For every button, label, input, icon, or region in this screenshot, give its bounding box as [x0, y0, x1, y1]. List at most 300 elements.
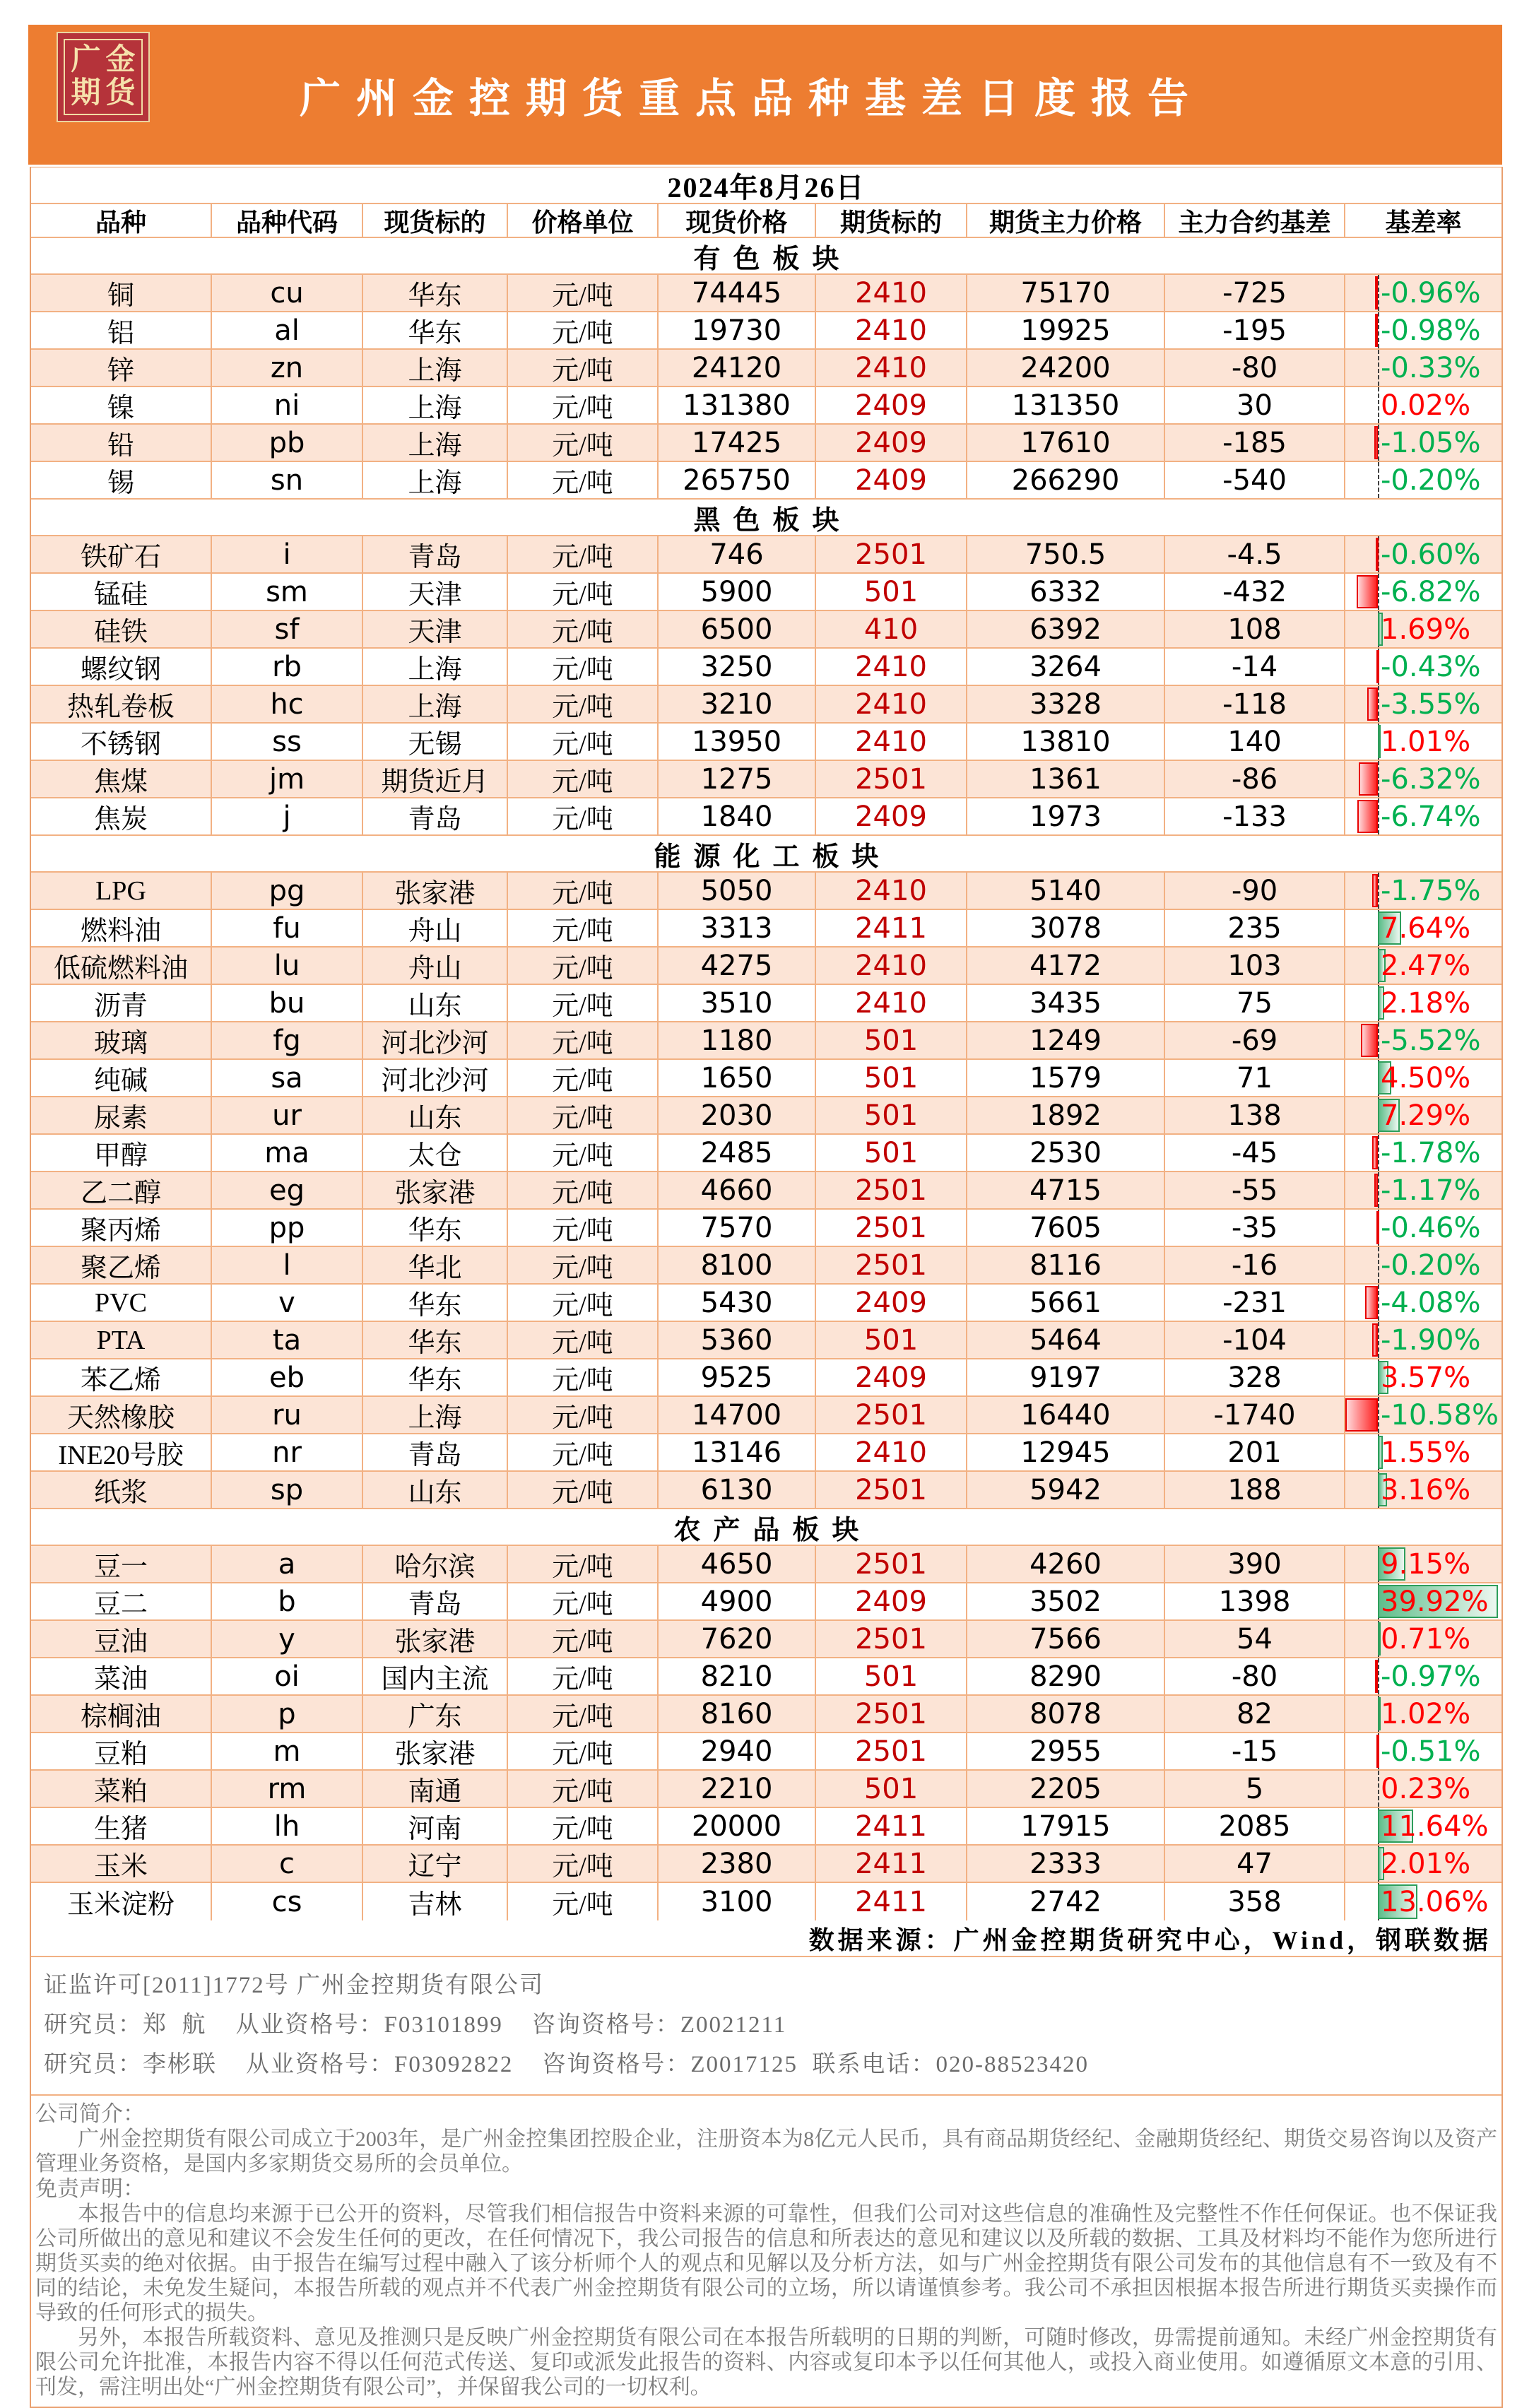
basis-rate-cell [1345, 425, 1501, 461]
company-logo-text [64, 39, 143, 115]
basis-rate-cell [1345, 1322, 1501, 1358]
basis-rate-cell [1345, 1808, 1501, 1844]
basis-rate-cell [1345, 1883, 1501, 1920]
basis-rate-value: -1.75% [1381, 874, 1481, 907]
main-contract-basis: 328 [1165, 1359, 1345, 1395]
variety-name: 热轧卷板 [31, 686, 212, 722]
spot-target: 国内主流 [363, 1658, 508, 1694]
variety-code: i [212, 536, 363, 572]
header-futures-target: 期货标的 [816, 204, 967, 237]
basis-rate-cell [1345, 1658, 1501, 1694]
spot-price: 5900 [659, 574, 816, 610]
table-row-bu [31, 985, 1501, 1022]
futures-main-price: 1892 [967, 1097, 1165, 1133]
futures-main-price: 4260 [967, 1546, 1165, 1582]
futures-main-price: 17915 [967, 1808, 1165, 1844]
variety-name: 锡 [31, 462, 212, 498]
price-unit: 元/吨 [508, 649, 659, 685]
basis-rate-value: -4.08% [1381, 1286, 1481, 1319]
basis-rate-value: -1.17% [1381, 1174, 1481, 1207]
main-contract-basis: 201 [1165, 1434, 1345, 1470]
futures-main-price: 4172 [967, 948, 1165, 984]
futures-contract: 2410 [816, 724, 967, 760]
price-unit: 元/吨 [508, 761, 659, 797]
variety-code: y [212, 1621, 363, 1657]
main-contract-basis: -86 [1165, 761, 1345, 797]
basis-rate-value: 1.01% [1381, 725, 1471, 758]
variety-name: 棕榈油 [31, 1696, 212, 1732]
futures-contract: 501 [816, 574, 967, 610]
basis-rate-value: 13.06% [1381, 1885, 1489, 1918]
basis-rate-cell [1345, 574, 1501, 610]
basis-rate-cell [1345, 1546, 1501, 1582]
table-row-c [31, 1846, 1501, 1883]
footer-credentials [31, 1957, 1501, 2096]
futures-contract: 2411 [816, 1808, 967, 1844]
spot-price: 4275 [659, 948, 816, 984]
basis-rate-cell [1345, 1060, 1501, 1096]
price-unit: 元/吨 [508, 910, 659, 946]
futures-contract: 2501 [816, 1210, 967, 1246]
spot-target: 舟山 [363, 948, 508, 984]
table-row-cu [31, 275, 1501, 312]
negative-data-bar [1375, 276, 1378, 309]
variety-code: fg [212, 1022, 363, 1058]
table-body [31, 238, 1501, 1920]
price-unit: 元/吨 [508, 985, 659, 1021]
variety-name: 纯碱 [31, 1060, 212, 1096]
basis-rate-cell [1345, 536, 1501, 572]
spot-target: 华东 [363, 1285, 508, 1321]
variety-code: sm [212, 574, 363, 610]
variety-name: 铝 [31, 312, 212, 348]
futures-main-price: 6332 [967, 574, 1165, 610]
variety-code: ta [212, 1322, 363, 1358]
futures-main-price: 2742 [967, 1883, 1165, 1920]
spot-price: 4900 [659, 1583, 816, 1619]
variety-name: 尿素 [31, 1097, 212, 1133]
spot-price: 3510 [659, 985, 816, 1021]
variety-code: ma [212, 1135, 363, 1171]
variety-code: cs [212, 1883, 363, 1920]
main-contract-basis: -432 [1165, 574, 1345, 610]
basis-rate-cell [1345, 1696, 1501, 1732]
futures-contract: 2501 [816, 1397, 967, 1433]
variety-name: 沥青 [31, 985, 212, 1021]
variety-name: 菜粕 [31, 1771, 212, 1807]
futures-contract: 2409 [816, 1583, 967, 1619]
header-spot-price: 现货价格 [659, 204, 816, 237]
main-contract-basis: 188 [1165, 1472, 1345, 1508]
price-unit: 元/吨 [508, 1060, 659, 1096]
spot-target: 天津 [363, 574, 508, 610]
variety-name: 螺纹钢 [31, 649, 212, 685]
basis-rate-value: -0.97% [1381, 1660, 1481, 1693]
futures-main-price: 5140 [967, 873, 1165, 909]
spot-price: 20000 [659, 1808, 816, 1844]
table-row-j [31, 798, 1501, 836]
futures-main-price: 12945 [967, 1434, 1165, 1470]
main-contract-basis: -16 [1165, 1247, 1345, 1283]
basis-rate-value: -0.60% [1381, 538, 1481, 571]
basis-rate-cell [1345, 686, 1501, 722]
futures-main-price: 2205 [967, 1771, 1165, 1807]
spot-target: 青岛 [363, 798, 508, 834]
basis-rate-value: -5.52% [1381, 1024, 1481, 1057]
futures-contract: 2501 [816, 1172, 967, 1208]
variety-name: 豆二 [31, 1583, 212, 1619]
table-row-zn [31, 350, 1501, 387]
variety-code: p [212, 1696, 363, 1732]
variety-code: cu [212, 275, 363, 311]
spot-price: 2380 [659, 1846, 816, 1882]
futures-main-price: 3435 [967, 985, 1165, 1021]
basis-rate-value: -10.58% [1381, 1398, 1499, 1432]
variety-name: 硅铁 [31, 611, 212, 647]
variety-name: 甲醇 [31, 1135, 212, 1171]
main-contract-basis: -90 [1165, 873, 1345, 909]
spot-price: 17425 [659, 425, 816, 461]
spot-price: 8160 [659, 1696, 816, 1732]
futures-main-price: 266290 [967, 462, 1165, 498]
spot-price: 3210 [659, 686, 816, 722]
variety-name: 豆粕 [31, 1733, 212, 1769]
variety-code: sp [212, 1472, 363, 1508]
basis-rate-cell [1345, 1397, 1501, 1433]
spot-price: 14700 [659, 1397, 816, 1433]
basis-report-table [30, 167, 1503, 2408]
main-contract-basis: 358 [1165, 1883, 1345, 1920]
section-title-0: 有色板块 [31, 238, 1501, 275]
spot-target: 山东 [363, 1472, 508, 1508]
basis-rate-value: 9.15% [1381, 1547, 1471, 1581]
price-unit: 元/吨 [508, 1397, 659, 1433]
negative-data-bar [1345, 1398, 1378, 1432]
table-row-hc [31, 686, 1501, 724]
futures-contract: 501 [816, 1097, 967, 1133]
variety-code: bu [212, 985, 363, 1021]
price-unit: 元/吨 [508, 1546, 659, 1582]
basis-rate-cell [1345, 910, 1501, 946]
company-logo [57, 32, 150, 122]
variety-code: oi [212, 1658, 363, 1694]
negative-data-bar [1372, 1136, 1378, 1169]
spot-price: 8210 [659, 1658, 816, 1694]
table-row-jm [31, 761, 1501, 798]
basis-rate-value: -0.20% [1381, 464, 1481, 497]
spot-price: 2940 [659, 1733, 816, 1769]
spot-price: 1840 [659, 798, 816, 834]
table-row-pg [31, 873, 1501, 910]
variety-code: pp [212, 1210, 363, 1246]
spot-target: 上海 [363, 350, 508, 386]
price-unit: 元/吨 [508, 1733, 659, 1769]
data-source-note: 数据来源：广州金控期货研究中心，Wind，钢联数据 [31, 1920, 1501, 1957]
variety-name: 豆油 [31, 1621, 212, 1657]
spot-price: 4650 [659, 1546, 816, 1582]
spot-target: 上海 [363, 649, 508, 685]
variety-name: 铁矿石 [31, 536, 212, 572]
basis-rate-value: -0.33% [1381, 351, 1481, 384]
futures-contract: 2409 [816, 1285, 967, 1321]
main-contract-basis: 108 [1165, 611, 1345, 647]
futures-contract: 2409 [816, 798, 967, 834]
basis-rate-cell [1345, 1022, 1501, 1058]
data-bar-axis [1378, 1022, 1379, 1058]
price-unit: 元/吨 [508, 1172, 659, 1208]
table-row-ni [31, 387, 1501, 425]
spot-price: 746 [659, 536, 816, 572]
basis-rate-value: 0.23% [1381, 1772, 1471, 1805]
negative-data-bar [1367, 687, 1378, 721]
basis-rate-value: -0.98% [1381, 314, 1481, 347]
price-unit: 元/吨 [508, 873, 659, 909]
basis-rate-cell [1345, 1621, 1501, 1657]
price-unit: 元/吨 [508, 1022, 659, 1058]
variety-code: b [212, 1583, 363, 1619]
futures-contract: 2409 [816, 1359, 967, 1395]
futures-main-price: 1973 [967, 798, 1165, 834]
futures-contract: 501 [816, 1135, 967, 1171]
header-basis-rate: 基差率 [1385, 208, 1462, 237]
variety-code: jm [212, 761, 363, 797]
variety-name: LPG [31, 873, 212, 909]
spot-price: 74445 [659, 275, 816, 311]
spot-price: 7570 [659, 1210, 816, 1246]
spot-target: 辽宁 [363, 1846, 508, 1882]
main-contract-basis: 235 [1165, 910, 1345, 946]
spot-price: 5050 [659, 873, 816, 909]
variety-name: 锌 [31, 350, 212, 386]
basis-rate-value: -0.20% [1381, 1249, 1481, 1282]
logo-line-1: 广金 [71, 43, 141, 76]
table-row-sn [31, 462, 1501, 500]
main-contract-basis: -55 [1165, 1172, 1345, 1208]
price-unit: 元/吨 [508, 1472, 659, 1508]
variety-name: 铅 [31, 425, 212, 461]
table-row-sf [31, 611, 1501, 649]
price-unit: 元/吨 [508, 948, 659, 984]
basis-rate-value: -0.43% [1381, 650, 1481, 683]
data-bar-axis [1378, 1172, 1379, 1208]
basis-rate-cell [1345, 462, 1501, 498]
variety-code: a [212, 1546, 363, 1582]
spot-target: 张家港 [363, 873, 508, 909]
futures-main-price: 17610 [967, 425, 1165, 461]
variety-code: rm [212, 1771, 363, 1807]
futures-main-price: 3264 [967, 649, 1165, 685]
futures-contract: 501 [816, 1060, 967, 1096]
basis-rate-value: 0.71% [1381, 1622, 1471, 1656]
basis-rate-value: 2.01% [1381, 1847, 1471, 1880]
price-unit: 元/吨 [508, 1210, 659, 1246]
report-date: 2024年8月26日 [31, 167, 1501, 204]
data-bar-axis [1378, 350, 1379, 386]
negative-data-bar [1372, 1323, 1378, 1357]
data-bar-axis [1378, 761, 1379, 797]
variety-name: 不锈钢 [31, 724, 212, 760]
futures-main-price: 2530 [967, 1135, 1165, 1171]
spot-price: 4660 [659, 1172, 816, 1208]
spot-target: 上海 [363, 425, 508, 461]
table-row-nr [31, 1434, 1501, 1472]
price-unit: 元/吨 [508, 1583, 659, 1619]
futures-main-price: 8290 [967, 1658, 1165, 1694]
futures-main-price: 75170 [967, 275, 1165, 311]
spot-price: 3100 [659, 1883, 816, 1920]
futures-contract: 2409 [816, 462, 967, 498]
header-spot-target: 现货标的 [363, 204, 508, 237]
spot-target: 河北沙河 [363, 1022, 508, 1058]
basis-rate-value: -0.96% [1381, 276, 1481, 309]
basis-rate-cell [1345, 312, 1501, 348]
header-price-unit: 价格单位 [508, 204, 659, 237]
data-bar-axis [1378, 798, 1379, 834]
spot-target: 青岛 [363, 1434, 508, 1470]
main-contract-basis: -4.5 [1165, 536, 1345, 572]
main-contract-basis: 103 [1165, 948, 1345, 984]
price-unit: 元/吨 [508, 1808, 659, 1844]
basis-rate-cell [1345, 1135, 1501, 1171]
spot-target: 上海 [363, 462, 508, 498]
header-variety: 品种 [31, 204, 212, 237]
futures-contract: 2501 [816, 1733, 967, 1769]
basis-rate-value: 1.02% [1381, 1697, 1471, 1730]
basis-rate-cell [1345, 649, 1501, 685]
futures-contract: 2501 [816, 1696, 967, 1732]
section-title-1: 黑色板块 [31, 500, 1501, 536]
futures-contract: 2410 [816, 948, 967, 984]
main-contract-basis: -118 [1165, 686, 1345, 722]
variety-name: PVC [31, 1285, 212, 1321]
variety-name: 苯乙烯 [31, 1359, 212, 1395]
variety-code: ur [212, 1097, 363, 1133]
data-bar-axis [1378, 462, 1379, 498]
table-row-l [31, 1247, 1501, 1285]
spot-price: 8100 [659, 1247, 816, 1283]
variety-name: 豆一 [31, 1546, 212, 1582]
variety-code: pb [212, 425, 363, 461]
variety-name: 低硫燃料油 [31, 948, 212, 984]
main-contract-basis: 5 [1165, 1771, 1345, 1807]
variety-name: 聚乙烯 [31, 1247, 212, 1283]
researcher-line-2: 研究员：李彬联 从业资格号：F03092822 咨询资格号：Z0017125 联系电话：020-88523420 [44, 2052, 1089, 2077]
table-row-i [31, 536, 1501, 574]
table-header-row [31, 204, 1501, 238]
table-row-rb [31, 649, 1501, 686]
main-contract-basis: 54 [1165, 1621, 1345, 1657]
futures-main-price: 7605 [967, 1210, 1165, 1246]
price-unit: 元/吨 [508, 574, 659, 610]
futures-main-price: 13810 [967, 724, 1165, 760]
futures-contract: 2501 [816, 1546, 967, 1582]
data-bar-axis [1378, 1322, 1379, 1358]
futures-contract: 2410 [816, 350, 967, 386]
futures-contract: 410 [816, 611, 967, 647]
basis-rate-value: 39.92% [1381, 1585, 1489, 1618]
header-main-contract-basis: 主力合约基差 [1165, 204, 1345, 237]
variety-code: lh [212, 1808, 363, 1844]
price-unit: 元/吨 [508, 350, 659, 386]
spot-target: 天津 [363, 611, 508, 647]
basis-rate-value: 7.64% [1381, 911, 1471, 945]
basis-rate-value: 0.02% [1381, 389, 1471, 422]
data-bar-axis [1378, 1397, 1379, 1433]
basis-rate-cell [1345, 985, 1501, 1021]
spot-target: 张家港 [363, 1621, 508, 1657]
main-contract-basis: -185 [1165, 425, 1345, 461]
table-row-b [31, 1583, 1501, 1621]
variety-name: 燃料油 [31, 910, 212, 946]
variety-code: lu [212, 948, 363, 984]
variety-code: j [212, 798, 363, 834]
variety-code: fu [212, 910, 363, 946]
price-unit: 元/吨 [508, 425, 659, 461]
price-unit: 元/吨 [508, 1359, 659, 1395]
data-bar-axis [1378, 686, 1379, 722]
futures-contract: 2501 [816, 536, 967, 572]
spot-price: 5360 [659, 1322, 816, 1358]
basis-rate-cell [1345, 1583, 1501, 1619]
main-contract-basis: -540 [1165, 462, 1345, 498]
footer-legal [31, 2096, 1501, 2407]
futures-main-price: 2333 [967, 1846, 1165, 1882]
futures-contract: 2411 [816, 1846, 967, 1882]
main-contract-basis: -231 [1165, 1285, 1345, 1321]
data-bar-axis [1378, 1658, 1379, 1694]
variety-name: 玉米 [31, 1846, 212, 1882]
basis-rate-cell [1345, 1285, 1501, 1321]
header-variety-code: 品种代码 [212, 204, 363, 237]
basis-rate-cell [1345, 873, 1501, 909]
price-unit: 元/吨 [508, 798, 659, 834]
basis-rate-cell [1345, 1172, 1501, 1208]
spot-target: 张家港 [363, 1733, 508, 1769]
logo-line-2: 期货 [71, 77, 141, 110]
futures-contract: 2409 [816, 425, 967, 461]
futures-contract: 2501 [816, 1621, 967, 1657]
table-row-lh [31, 1808, 1501, 1846]
futures-main-price: 1361 [967, 761, 1165, 797]
price-unit: 元/吨 [508, 536, 659, 572]
variety-name: 菜油 [31, 1658, 212, 1694]
spot-target: 广东 [363, 1696, 508, 1732]
spot-target: 上海 [363, 387, 508, 423]
basis-rate-cell [1345, 387, 1501, 423]
basis-rate-value: 4.50% [1381, 1061, 1471, 1094]
negative-data-bar [1376, 1735, 1379, 1768]
main-contract-basis: -69 [1165, 1022, 1345, 1058]
table-row-al [31, 312, 1501, 350]
futures-main-price: 1249 [967, 1022, 1165, 1058]
main-contract-basis: -80 [1165, 350, 1345, 386]
main-contract-basis: 30 [1165, 387, 1345, 423]
spot-target: 华东 [363, 275, 508, 311]
negative-data-bar [1376, 1211, 1379, 1244]
main-contract-basis: 71 [1165, 1060, 1345, 1096]
negative-data-bar [1375, 1660, 1378, 1693]
price-unit: 元/吨 [508, 1434, 659, 1470]
variety-name: 焦煤 [31, 761, 212, 797]
basis-rate-value: -1.78% [1381, 1136, 1481, 1169]
table-row-lu [31, 948, 1501, 985]
table-row-ur [31, 1097, 1501, 1135]
futures-contract: 501 [816, 1771, 967, 1807]
futures-main-price: 5942 [967, 1472, 1165, 1508]
spot-price: 1650 [659, 1060, 816, 1096]
spot-target: 华东 [363, 1359, 508, 1395]
variety-code: ss [212, 724, 363, 760]
